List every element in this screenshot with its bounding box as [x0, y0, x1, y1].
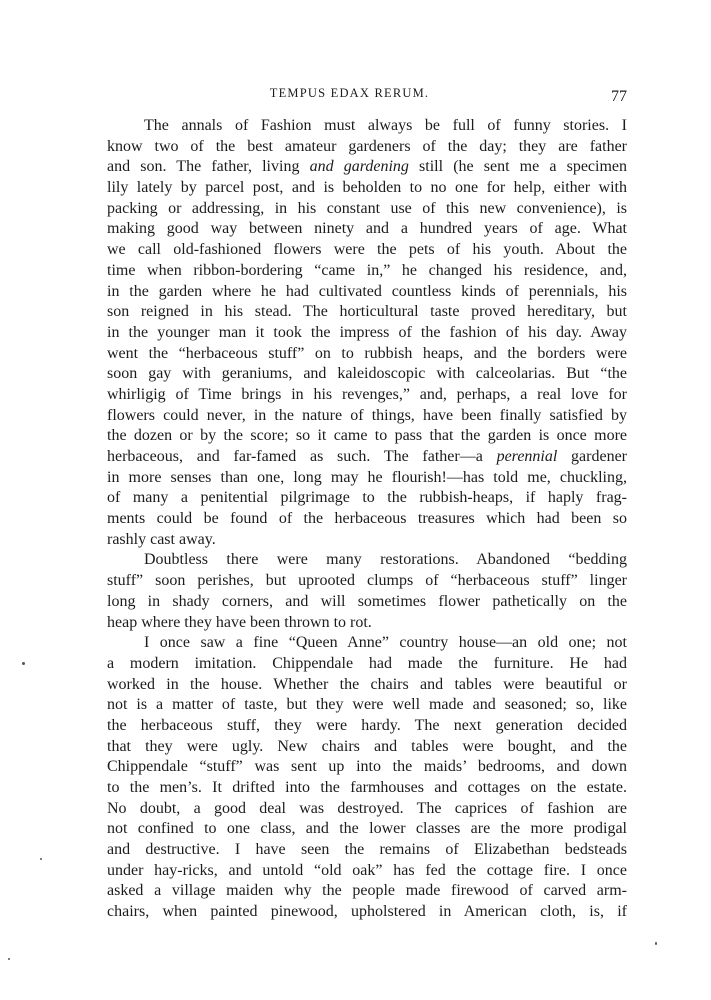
text-line: not is a matter of taste, but they were well made and seasoned; so, like [107, 696, 627, 714]
scan-speck [40, 858, 42, 860]
text-line: lily lately by parcel post, and is beholden to no one for help, either with [107, 179, 627, 197]
text-line [107, 157, 627, 178]
text-line: long in shady corners, and will sometimes flower pathetically on the [107, 592, 627, 610]
text-line-segment: still (he sent me a specimen [408, 158, 628, 176]
text-line: packing or addressing, in his constant use of this new convenience), is [107, 199, 627, 217]
text-line: we call old-fashioned flowers were the pets of his youth. About the [107, 241, 627, 259]
text-line: flowers could never, in the nature of things, have been finally satisfied by [107, 406, 627, 424]
text-line: to the men’s. It drifted into the farmhouses and cottages on the estate. [107, 779, 627, 796]
text-line: I once saw a fine “Queen Anne” country house—an old one; not [144, 634, 627, 652]
text-line: time when ribbon-bordering “came in,” he changed his residence, and, [107, 261, 627, 279]
text-line: making good way between ninety and a hundred years of age. What [107, 220, 627, 238]
text-line: The annals of Fashion must always be full of funny stories. I [144, 117, 627, 134]
text-line: in the garden where he had cultivated countless kinds of perennials, his [107, 282, 627, 300]
text-line [107, 447, 627, 468]
text-line: whirligig of Time brings in his revenges,” and, perhaps, a real love for [107, 385, 627, 403]
text-line: that they were ugly. New chairs and tables were bought, and the [107, 737, 627, 755]
text-line: under hay-ricks, and untold “old oak” has fed the cottage fire. I once [107, 861, 627, 879]
text-line: asked a village maiden why the people made firewood of carved arm- [107, 882, 627, 900]
text-line: rashly cast away. [107, 530, 216, 548]
text-line: stuff” soon perishes, but uprooted clumps of “herbaceous stuff” linger [107, 572, 627, 590]
italic-phrase: perennial [496, 448, 558, 465]
text-line: of many a penitential pilgrimage to the rubbish-heaps, if haply frag- [107, 489, 627, 507]
text-line: Doubtless there were many restorations. Abandoned “bedding [144, 551, 627, 569]
text-line: the dozen or by the score; so it came to pass that the garden is once more [107, 427, 627, 445]
text-line: chairs, when painted pinewood, upholstered in American cloth, is, if [107, 903, 627, 921]
text-line: the herbaceous stuff, they were hardy. The next generation decided [107, 716, 627, 734]
text-line: a modern imitation. Chippendale had made the furniture. He had [107, 654, 627, 672]
text-line: heap where they have been thrown to rot. [107, 613, 372, 631]
text-line: in the younger man it took the impress of the fashion of his day. Away [107, 323, 627, 341]
text-line-segment: herbaceous, and far-famed as such. The father—a [107, 448, 497, 465]
italic-phrase: and gardening [309, 158, 409, 176]
text-line: soon gay with geraniums, and kaleidoscopic with calceolarias. But “the [107, 365, 627, 383]
text-line-segment: and son. The father, living [107, 158, 310, 176]
text-line: know two of the best amateur gardeners of the day; they are father [107, 137, 627, 155]
text-line: worked in the house. Whether the chairs and tables were beautiful or [107, 675, 627, 693]
scan-speck [8, 958, 10, 960]
text-line-segment: gardener [557, 448, 628, 465]
body-text [107, 116, 627, 923]
text-line: son reigned in his stead. The horticultural taste proved hereditary, but [107, 303, 627, 321]
text-line: No doubt, a good deal was destroyed. The caprices of fashion are [107, 799, 627, 817]
text-line: ments could be found of the herbaceous treasures which had been so [107, 510, 627, 528]
text-line: in more senses than one, long may he flourish!—has told me, chuckling, [107, 468, 627, 486]
page-number: 77 [611, 88, 627, 105]
text-line: not confined to one class, and the lower classes are the more prodigal [107, 820, 627, 838]
scan-speck [22, 662, 25, 665]
text-line: went the “herbaceous stuff” on to rubbish heaps, and the borders were [107, 344, 627, 362]
text-line: and destructive. I have seen the remains of Elizabethan bedsteads [107, 841, 627, 859]
text-line: Chippendale “stuff” was sent up into the maids’ bedrooms, and down [107, 758, 627, 776]
scan-speck [655, 942, 657, 945]
running-title: TEMPUS EDAX RERUM. [269, 86, 430, 100]
